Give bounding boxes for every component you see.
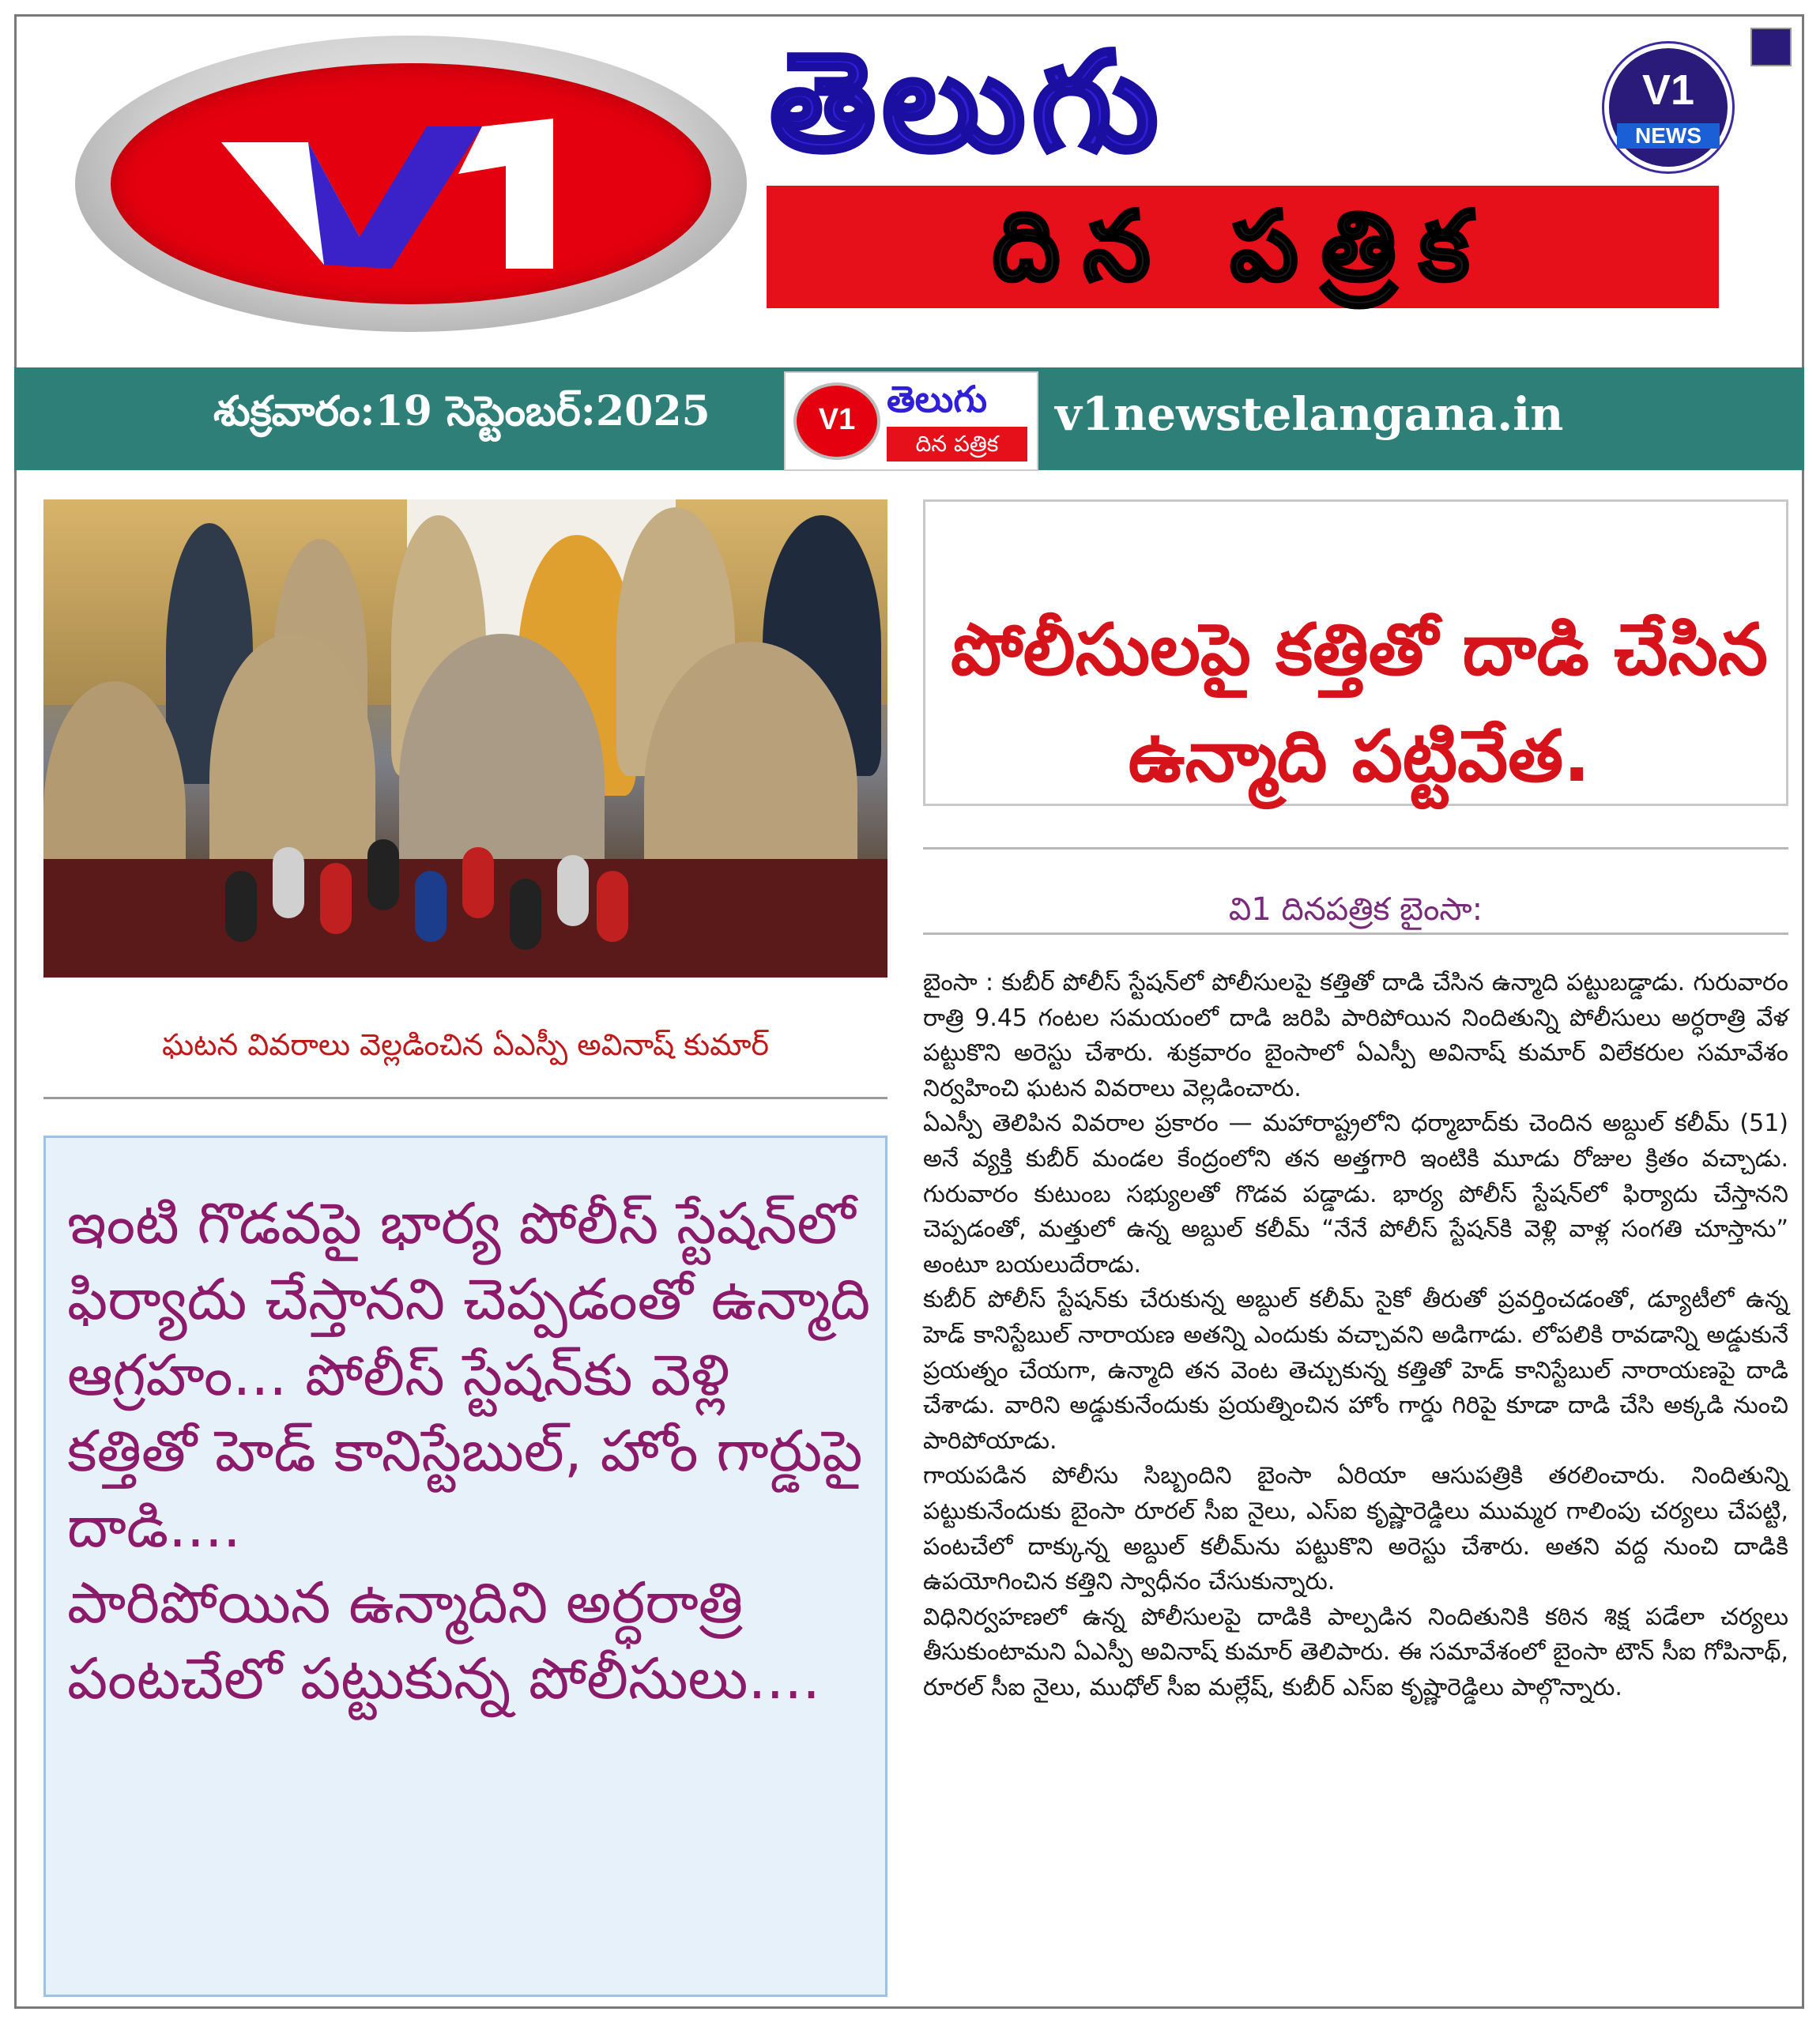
issue-date: శుక్రవారం:19 సెప్టెంబర్:2025 [213,387,710,435]
article-headline: పోలీసులపై కత్తితో దాడి చేసిన ఉన్మాది పట్టివేత. [951,608,1768,798]
website-link[interactable]: v1newstelangana.in [1055,387,1564,441]
pull-quote [67,1185,873,1716]
masthead-title: తెలుగు [771,24,1166,181]
article-paragraph: విధినిర్వహణలో ఉన్న పోలీసులపై దాడికి పాల్పడిన నిందితునికి కఠిన శిక్ష పడేలా చర్యలు తీసుకుంటామని ఏఎస్పీ అవినాష్ కుమార్ తెలిపారు. ఈ సమావేశంలో బైంసా టౌన్ సీఐ గోపినాథ్, రూరల్ సీఐ నైలు, ముధోల్ సీఐ మల్లేష్, కుబీర్ ఎస్ఐ కృష్ణారెడ్డిలు పాల్గొన్నారు. [923,1603,1788,1701]
pull-quote-text-2: పారిపోయిన ఉన్మాదిని అర్ధరాత్రి పంటచేలో పట్టుకున్న పోలీసులు.... [67,1569,821,1712]
photo-caption: ఘటన వివరాలు వెల్లడించిన ఏఎస్పీ అవినాష్ కుమార్ [161,1027,770,1062]
mini-logo-oval: V1 [793,382,880,460]
pull-quote-text-1: ఇంటి గొడవపై భార్య పోలీస్ స్టేషన్‌లో ఫిర్యాదు చేస్తానని చెప్పడంతో ఉన్మాది ఆగ్రహం... పోలీస్ స్టేషన్‌కు వెళ్లి కత్తితో హెడ్ కానిస్టేబుల్, హోం గార్డుపై దాడి.... [67,1190,871,1560]
masthead-subtitle: దిన పత్రిక [993,192,1493,302]
masthead-subtitle-band [767,186,1719,308]
article-byline: వి1 దినపత్రిక బైంసా: [1228,891,1483,928]
badge-v1: V1 [1641,66,1695,114]
article-paragraph: గాయపడిన పోలీసు సిబ్బందిని బైంసా ఏరియా ఆసుపత్రికి తరలించారు. నిందితున్ని పట్టుకునేందుకు బైంసా రూరల్ సీఐ నైలు, ఎస్ఐ కృష్ణారెడ్డిలు ముమ్మర గాలింపు చర్యలు చేపట్టి, పంటచేలో దాక్కున్న అబ్దుల్ కలీమ్‌ను పట్టుకొని అరెస్టు చేశారు. అతని వద్ద నుంచి దాడికి ఉపయోగించిన కత్తిని స్వాధీనం చేసుకున్నారు. [923,1462,1788,1596]
article-paragraph: కుబీర్ పోలీస్ స్టేషన్‌కు చేరుకున్న అబ్దుల్ కలీమ్ సైకో తీరుతో ప్రవర్తించడంతో, డ్యూటీలో ఉన్న హెడ్ కానిస్టేబుల్ నారాయణ అతన్ని ఎందుకు వచ్చావని అడిగాడు. లోపలికి రావడాన్ని అడ్డుకునే ప్రయత్నం చేయగా, ఉన్మాది తన వెంట తెచ్చుకున్న కత్తితో హెడ్ కానిస్టేబుల్ నారాయణపై దాడి చేశాడు. వారిని అడ్డుకునేందుకు ప్రయత్నించిన హోం గార్డు గిరిపై కూడా దాడి చేసి అక్కడి నుంచి పారిపోయాడు. [923,1286,1788,1455]
divider [923,847,1788,850]
article-paragraph: ఏఎస్పీ తెలిపిన వివరాల ప్రకారం — మహారాష్ట్రలోని ధర్మాబాద్‌కు చెందిన అబ్దుల్ కలీమ్ (51) అనే వ్యక్తి కుబీర్ మండల కేంద్రంలోని తన అత్తగారి ఇంటికి మూడు రోజుల క్రితం వచ్చాడు. గురువారం కుటుంబ సభ్యులతో గొడవ పడ్డాడు. భార్య పోలీస్ స్టేషన్‌లో ఫిర్యాదు చేస్తానని చెప్పడంతో, మత్తులో ఉన్న అబ్దుల్ కలీమ్ “నేనే పోలీస్ స్టేషన్‌కి వెళ్లి వాళ్ల సంగతి చూస్తాను” అంటూ బయలుదేరాడు. [923,1109,1788,1279]
mini-logo [784,371,1038,471]
article-paragraph: బైంసా : కుబీర్ పోలీస్ స్టేషన్‌లో పోలీసులపై కత్తితో దాడి చేసిన ఉన్మాది పట్టుబడ్డాడు. గురువారం రాత్రి 9.45 గంటల సమయంలో దాడి జరిపి పారిపోయిన నిందితున్ని పోలీసులు అర్ధరాత్రి వేళ పట్టుకొని అరెస్టు చేశారు. శుక్రవారం బైంసాలో ఏఎస్పీ అవినాష్ కుమార్ విలేకరుల సమావేశం నిర్వహించి ఘటన వివరాలు వెల్లడించారు. [923,969,1788,1102]
article-body [923,966,1788,1705]
corner-logo-icon [1750,28,1792,66]
v1-logo-mark [221,119,632,277]
divider [43,1097,887,1099]
press-meet-photo [43,499,887,978]
mini-logo-subtitle: దిన పత్రిక [887,427,1027,461]
divider [923,932,1788,935]
badge-news-label: NEWS [1617,123,1720,149]
v1-news-badge [1604,43,1732,171]
mini-logo-title: తెలుగు [887,378,988,420]
